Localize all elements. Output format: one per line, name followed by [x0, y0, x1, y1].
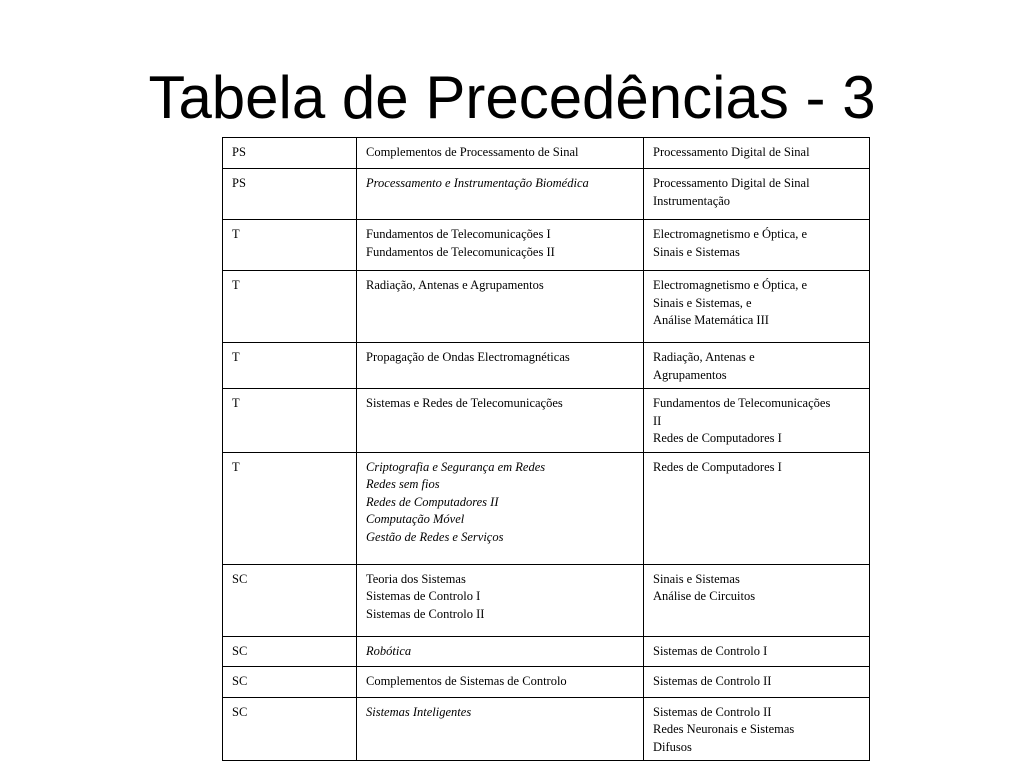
- course-name: Fundamentos de Telecomunicações II: [366, 244, 555, 259]
- area-code: PS: [232, 145, 246, 159]
- prerequisite-cell: [644, 452, 870, 564]
- area-cell: [223, 389, 357, 453]
- prerequisite-cell: [644, 220, 870, 271]
- course-name: Sistemas Inteligentes: [366, 704, 472, 719]
- prerequisite-name: Sinais e Sistemas, e: [653, 295, 752, 310]
- prerequisite-name: Radiação, Antenas e: [653, 350, 755, 364]
- table-row: [223, 697, 870, 761]
- course-cell: [357, 138, 644, 169]
- area-code: T: [232, 278, 240, 292]
- area-cell: [223, 138, 357, 169]
- course-cell: [357, 271, 644, 343]
- area-code: SC: [232, 643, 248, 658]
- prerequisite-name: Sistemas de Controlo I: [653, 643, 768, 658]
- course-cell: [357, 169, 644, 220]
- table-row: [223, 666, 870, 697]
- prerequisite-name: Análise Matemática III: [653, 313, 769, 327]
- course-name: Complementos de Sistemas de Controlo: [366, 673, 567, 688]
- area-code: T: [232, 459, 240, 474]
- area-cell: [223, 452, 357, 564]
- course-name: Complementos de Processamento de Sinal: [366, 145, 579, 159]
- table-row: [223, 169, 870, 220]
- prerequisite-name: Sistemas de Controlo II: [653, 704, 772, 719]
- course-cell: [357, 220, 644, 271]
- table-row: [223, 343, 870, 389]
- course-cell: [357, 343, 644, 389]
- course-name: Teoria dos Sistemas: [366, 571, 466, 586]
- course-name: Redes sem fios: [366, 477, 440, 491]
- area-code: T: [232, 396, 240, 410]
- course-cell: [357, 666, 644, 697]
- course-name: Sistemas de Controlo I: [366, 589, 481, 603]
- prerequisite-name: II: [653, 413, 662, 428]
- table-row: [223, 636, 870, 666]
- area-cell: [223, 697, 357, 761]
- table-row: [223, 564, 870, 636]
- course-cell: [357, 697, 644, 761]
- course-name: Gestão de Redes e Serviços: [366, 529, 504, 544]
- course-cell: [357, 636, 644, 666]
- prerequisite-cell: [644, 138, 870, 169]
- prerequisite-name: Sistemas de Controlo II: [653, 673, 772, 688]
- prerequisite-name: Processamento Digital de Sinal: [653, 176, 810, 190]
- area-code: PS: [232, 176, 246, 190]
- precedence-table: [222, 137, 870, 761]
- area-cell: [223, 666, 357, 697]
- prerequisite-name: Processamento Digital de Sinal: [653, 145, 810, 159]
- table-row: [223, 220, 870, 271]
- area-cell: [223, 636, 357, 666]
- prerequisite-name: Instrumentação: [653, 193, 731, 208]
- table-row: [223, 271, 870, 343]
- area-cell: [223, 271, 357, 343]
- area-cell: [223, 220, 357, 271]
- prerequisite-name: Sinais e Sistemas: [653, 244, 740, 259]
- course-name: Radiação, Antenas e Agrupamentos: [366, 278, 544, 292]
- course-cell: [357, 389, 644, 453]
- prerequisite-cell: [644, 666, 870, 697]
- prerequisite-cell: [644, 389, 870, 453]
- prerequisite-name: Electromagnetismo e Óptica, e: [653, 227, 808, 241]
- course-name: Sistemas e Redes de Telecomunicações: [366, 396, 563, 410]
- prerequisite-name: Sinais e Sistemas: [653, 571, 740, 586]
- course-name: Processamento e Instrumentação Biomédica: [366, 176, 589, 190]
- course-name: Computação Móvel: [366, 512, 465, 526]
- course-name: Redes de Computadores II: [366, 494, 499, 509]
- prerequisite-cell: [644, 343, 870, 389]
- area-code: SC: [232, 673, 248, 688]
- precedence-table-body: [223, 138, 870, 761]
- course-name: Criptografia e Segurança em Redes: [366, 459, 546, 474]
- prerequisite-cell: [644, 697, 870, 761]
- prerequisite-name: Redes de Computadores I: [653, 459, 782, 474]
- course-cell: [357, 564, 644, 636]
- prerequisite-name: Redes Neuronais e Sistemas: [653, 722, 795, 736]
- course-name: Sistemas de Controlo II: [366, 606, 485, 621]
- area-code: T: [232, 227, 240, 241]
- prerequisite-name: Redes de Computadores I: [653, 431, 782, 445]
- area-cell: [223, 564, 357, 636]
- prerequisite-cell: [644, 169, 870, 220]
- table-row: [223, 389, 870, 453]
- table-row: [223, 452, 870, 564]
- prerequisite-name: Difusos: [653, 739, 692, 754]
- area-cell: [223, 169, 357, 220]
- course-name: Robótica: [366, 643, 412, 658]
- prerequisite-name: Electromagnetismo e Óptica, e: [653, 278, 808, 292]
- prerequisite-cell: [644, 271, 870, 343]
- course-cell: [357, 452, 644, 564]
- area-code: T: [232, 350, 240, 364]
- prerequisite-name: Agrupamentos: [653, 367, 727, 382]
- prerequisite-name: Fundamentos de Telecomunicações: [653, 396, 831, 410]
- area-cell: [223, 343, 357, 389]
- area-code: SC: [232, 571, 248, 586]
- course-name: Propagação de Ondas Electromagnéticas: [366, 350, 570, 364]
- area-code: SC: [232, 704, 248, 719]
- table-row: [223, 138, 870, 169]
- prerequisite-cell: [644, 636, 870, 666]
- slide-title: Tabela de Precedências - 3: [148, 64, 876, 131]
- course-name: Fundamentos de Telecomunicações I: [366, 227, 551, 241]
- prerequisite-name: Análise de Circuitos: [653, 589, 756, 603]
- prerequisite-cell: [644, 564, 870, 636]
